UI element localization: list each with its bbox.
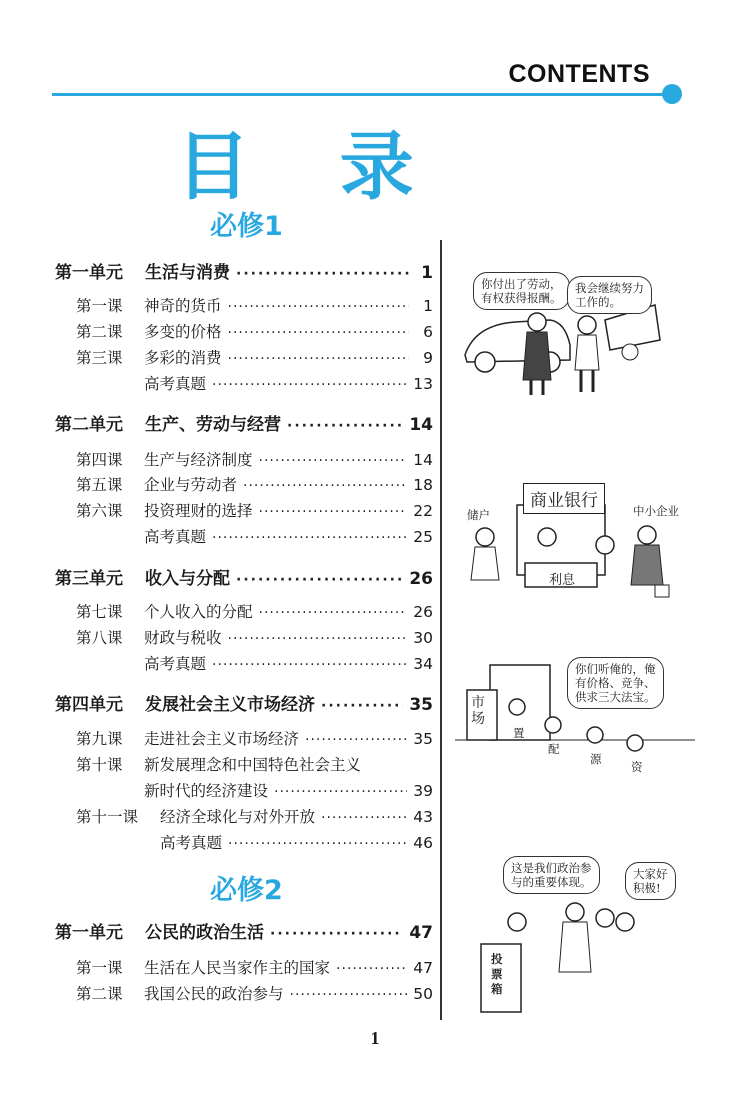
lesson-title: 走进社会主义市场经济	[144, 730, 300, 748]
speech-bubble: 你们听俺的，俺 有价格、竞争、 供求三大法宝。	[567, 657, 664, 709]
speech-bubble: 大家好 积极!	[625, 862, 676, 900]
page-ref: 13	[413, 375, 433, 393]
speech-bubble: 这是我们政治参 与的重要体现。	[503, 856, 600, 894]
toc-lesson-row[interactable]	[76, 294, 433, 316]
lesson-label: 第十课	[76, 756, 123, 774]
toc-lesson-continuation[interactable]	[144, 779, 433, 801]
illustration-market	[455, 655, 695, 780]
unit-title: 发展社会主义市场经济	[145, 695, 315, 715]
speech-bubble: 我会继续努力 工作的。	[567, 276, 652, 314]
unit-label: 第一单元	[55, 923, 123, 943]
resource-char: 置	[513, 726, 525, 740]
leader-dots	[259, 453, 408, 469]
exam-title: 高考真题	[144, 375, 207, 393]
page-ref: 46	[413, 834, 433, 852]
leader-dots	[336, 961, 407, 977]
leader-dots	[305, 732, 407, 748]
page-ref: 35	[413, 730, 433, 748]
leader-dots	[228, 325, 409, 341]
toc-exam-row[interactable]	[144, 525, 433, 547]
page-ref: 1	[423, 297, 433, 315]
lesson-title: 多彩的消费	[144, 349, 222, 367]
toc-exam-row[interactable]	[144, 652, 433, 674]
contents-label: CONTENTS	[508, 60, 650, 88]
market-sign: 市场	[471, 695, 485, 727]
page-ref: 50	[413, 985, 433, 1003]
leader-dots	[212, 530, 407, 546]
unit-title: 生产、劳动与经营	[145, 415, 281, 435]
interest-label: 利息	[549, 573, 576, 588]
header-rule	[52, 93, 672, 96]
page-ref: 30	[413, 629, 433, 647]
lesson-title: 经济全球化与对外开放	[160, 808, 316, 826]
toc-lesson-row[interactable]	[76, 753, 433, 775]
section-title-bixiu1: 必修1	[210, 211, 283, 242]
lesson-label: 第十一课	[76, 808, 139, 826]
illustration-commercial-bank	[455, 475, 695, 605]
page-ref: 14	[409, 415, 433, 435]
unit-title: 公民的政治生活	[145, 923, 264, 943]
lesson-label: 第六课	[76, 502, 123, 520]
lesson-label: 第八课	[76, 629, 123, 647]
page-number: 1	[370, 1028, 380, 1048]
ballot-box-label: 投票箱	[491, 952, 503, 996]
leader-dots	[274, 784, 407, 800]
leader-dots	[243, 478, 407, 494]
leader-dots	[212, 377, 407, 393]
lesson-title: 生活在人民当家作主的国家	[144, 959, 331, 977]
lesson-title: 神奇的货币	[144, 297, 222, 315]
toc-exam-row[interactable]	[144, 372, 433, 394]
page-ref: 25	[413, 528, 433, 546]
lesson-label: 第二课	[76, 323, 123, 341]
lesson-label: 第三课	[76, 349, 123, 367]
toc-lesson-row[interactable]	[76, 956, 433, 978]
leader-dots	[212, 657, 407, 673]
leader-dots	[259, 504, 408, 520]
leader-dots	[321, 698, 403, 714]
page-ref: 6	[423, 323, 433, 341]
page-ref: 22	[413, 502, 433, 520]
page-ref: 26	[409, 569, 433, 589]
page-ref: 39	[413, 782, 433, 800]
leader-dots	[228, 836, 407, 852]
unit-label: 第三单元	[55, 569, 123, 589]
leader-dots	[228, 351, 409, 367]
unit-label: 第四单元	[55, 695, 123, 715]
toc-lesson-row[interactable]	[76, 448, 433, 470]
resource-char: 资	[631, 760, 643, 774]
toc-lesson-row[interactable]	[76, 805, 433, 827]
toc-lesson-row[interactable]	[76, 982, 433, 1004]
toc-unit-row[interactable]	[55, 918, 433, 943]
lesson-title: 新发展理念和中国特色社会主义	[144, 756, 362, 774]
lesson-title: 投资理财的选择	[144, 502, 253, 520]
page-ref: 26	[413, 603, 433, 621]
page-ref: 43	[413, 808, 433, 826]
lesson-label: 第一课	[76, 297, 123, 315]
illustration-labor-reward	[455, 270, 695, 400]
page-ref: 1	[421, 263, 433, 283]
unit-label: 第二单元	[55, 415, 123, 435]
unit-title: 收入与分配	[145, 569, 230, 589]
toc-exam-row[interactable]	[160, 831, 433, 853]
depositor-label: 储户	[467, 508, 490, 522]
toc-lesson-row[interactable]	[76, 346, 433, 368]
page-ref: 47	[409, 923, 433, 943]
column-divider	[440, 240, 442, 1020]
exam-title: 高考真题	[144, 528, 207, 546]
unit-label: 第一单元	[55, 263, 123, 283]
toc-lesson-row[interactable]	[76, 320, 433, 342]
lesson-label: 第七课	[76, 603, 123, 621]
toc-lesson-row[interactable]	[76, 600, 433, 622]
lesson-title-continued: 新时代的经济建设	[144, 782, 269, 800]
page-ref: 35	[409, 695, 433, 715]
toc-lesson-row[interactable]	[76, 499, 433, 521]
toc-lesson-row[interactable]	[76, 626, 433, 648]
leader-dots	[259, 605, 408, 621]
leader-dots	[236, 266, 409, 282]
resource-char: 源	[590, 752, 602, 766]
page-ref: 34	[413, 655, 433, 673]
leader-dots	[321, 810, 407, 826]
page-ref: 18	[413, 476, 433, 494]
page-ref: 14	[413, 451, 433, 469]
exam-title: 高考真题	[144, 655, 207, 673]
toc-unit-row[interactable]	[55, 258, 433, 283]
toc-unit-row[interactable]	[55, 690, 433, 715]
page-ref: 47	[413, 959, 433, 977]
leader-dots	[290, 987, 408, 1003]
lesson-title: 我国公民的政治参与	[144, 985, 284, 1003]
bank-sign: 商业银行	[523, 483, 605, 514]
lesson-title: 个人收入的分配	[144, 603, 253, 621]
lesson-title: 财政与税收	[144, 629, 222, 647]
leader-dots	[228, 299, 409, 315]
lesson-label: 第九课	[76, 730, 123, 748]
lesson-title: 多变的价格	[144, 323, 222, 341]
sme-label: 中小企业	[633, 504, 679, 518]
unit-title: 生活与消费	[145, 263, 230, 283]
toc-lesson-row[interactable]	[76, 473, 433, 495]
exam-title: 高考真题	[160, 834, 223, 852]
page-ref: 9	[423, 349, 433, 367]
leader-dots	[287, 418, 403, 434]
section-title-bixiu2: 必修2	[210, 875, 283, 906]
page-title: 目 录	[176, 124, 446, 210]
toc-unit-row[interactable]	[55, 410, 433, 435]
header-rule-dot	[662, 84, 682, 104]
lesson-label: 第五课	[76, 476, 123, 494]
lesson-title: 企业与劳动者	[144, 476, 238, 494]
lesson-title: 生产与经济制度	[144, 451, 253, 469]
toc-lesson-row[interactable]	[76, 727, 433, 749]
leader-dots	[236, 572, 403, 588]
speech-bubble: 你付出了劳动， 有权获得报酬。	[473, 272, 570, 310]
lesson-label: 第四课	[76, 451, 123, 469]
illustration-voting	[455, 852, 695, 1017]
leader-dots	[228, 631, 408, 647]
resource-char: 配	[548, 742, 560, 756]
lesson-label: 第二课	[76, 985, 123, 1003]
lesson-label: 第一课	[76, 959, 123, 977]
leader-dots	[270, 926, 403, 942]
toc-unit-row[interactable]	[55, 564, 433, 589]
